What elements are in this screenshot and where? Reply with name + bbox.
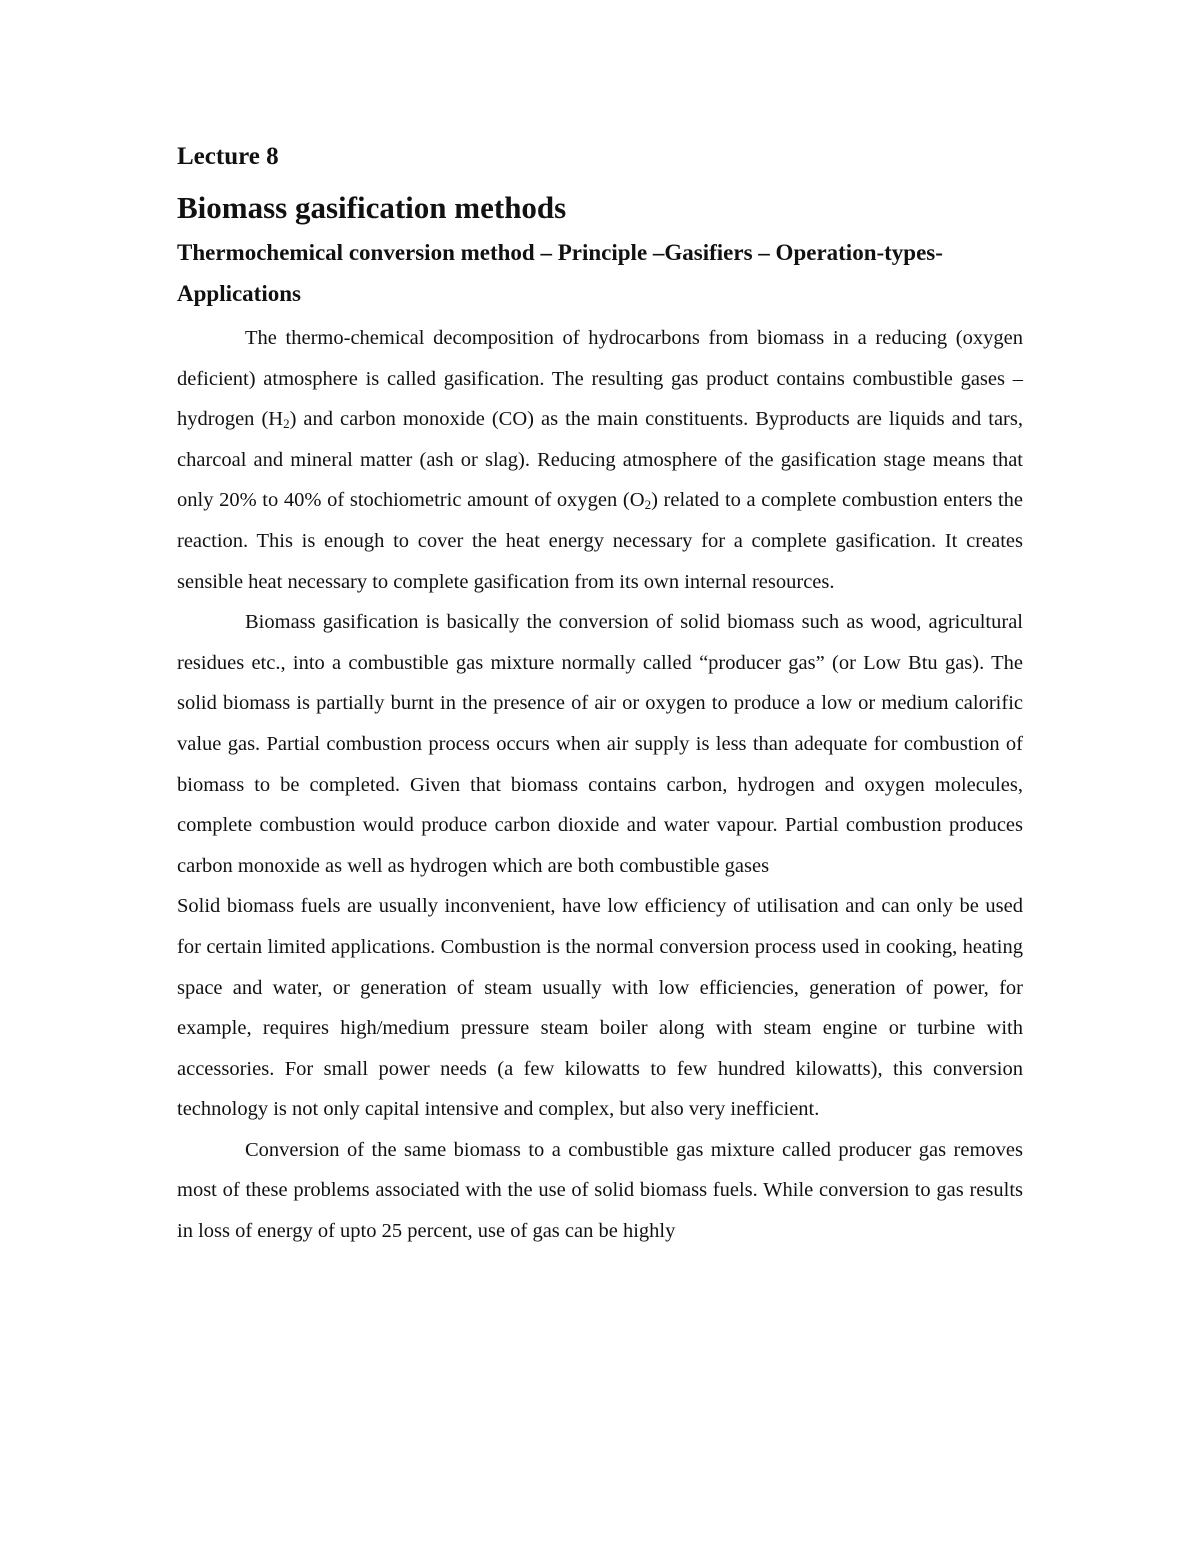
paragraph-text: The thermo-chemical decomposition of hydrocarbons from biomass in a reducing (oxygen deficient) atmosphere is called gasification. The resulting gas product contains combustible gases – hydrogen (H xyxy=(177,327,1023,431)
paragraph-gasification-definition xyxy=(177,318,1023,602)
paragraph-text: ) and carbon monoxide (CO) as the main constituents. Byproducts are liquids and tars, charcoal and mineral matter (ash or slag). Reducing atmosphere of the gasification stage means that only 20% to 40% of stochiometric amount of oxygen (O xyxy=(177,408,1023,512)
subscript-h2: 2 xyxy=(283,416,290,432)
document-page xyxy=(177,140,1023,1252)
paragraph-biomass-gasification: Biomass gasification is basically the conversion of solid biomass such as wood, agricultural residues etc., into a combustible gas mixture normally called “producer gas” (or Low Btu gas). The solid biomass is partially burnt in the presence of air or oxygen to produce a low or medium calorific value gas. Partial combustion process occurs when air supply is less than adequate for combustion of biomass to be completed. Given that biomass contains carbon, hydrogen and oxygen molecules, complete combustion would produce carbon dioxide and water vapour. Partial combustion produces carbon monoxide as well as hydrogen which are both combustible gases xyxy=(177,611,1023,877)
page-title: Biomass gasification methods xyxy=(177,190,567,225)
section-subtitle: Thermochemical conversion method – Principle –Gasifiers – Operation-types-Applications xyxy=(177,240,943,306)
paragraph-solid-biomass-fuels: Solid biomass fuels are usually inconvenient, have low efficiency of utilisation and can only be used for certain limited applications. Combustion is the normal conversion process used in cooking, heating space and water, or generation of steam usually with low efficiencies, generation of power, for example, requires high/medium pressure steam boiler along with steam engine or turbine with accessories. For small power needs (a few kilowatts to few hundred kilowatts), this conversion technology is not only capital intensive and complex, but also very inefficient. xyxy=(177,895,1023,1121)
paragraph-text: ) related to a complete combustion enters the reaction. This is enough to cover the heat energy necessary for a complete gasification. It creates sensible heat necessary to complete gasification from its own internal resources. xyxy=(177,489,1023,593)
lecture-label: Lecture 8 xyxy=(177,143,279,170)
subscript-o2: 2 xyxy=(644,497,652,513)
paragraph-producer-gas-conversion: Conversion of the same biomass to a combustible gas mixture called producer gas removes most of these problems associated with the use of solid biomass fuels. While conversion to gas results in loss of energy of upto 25 percent, use of gas can be highly xyxy=(177,1138,1023,1243)
